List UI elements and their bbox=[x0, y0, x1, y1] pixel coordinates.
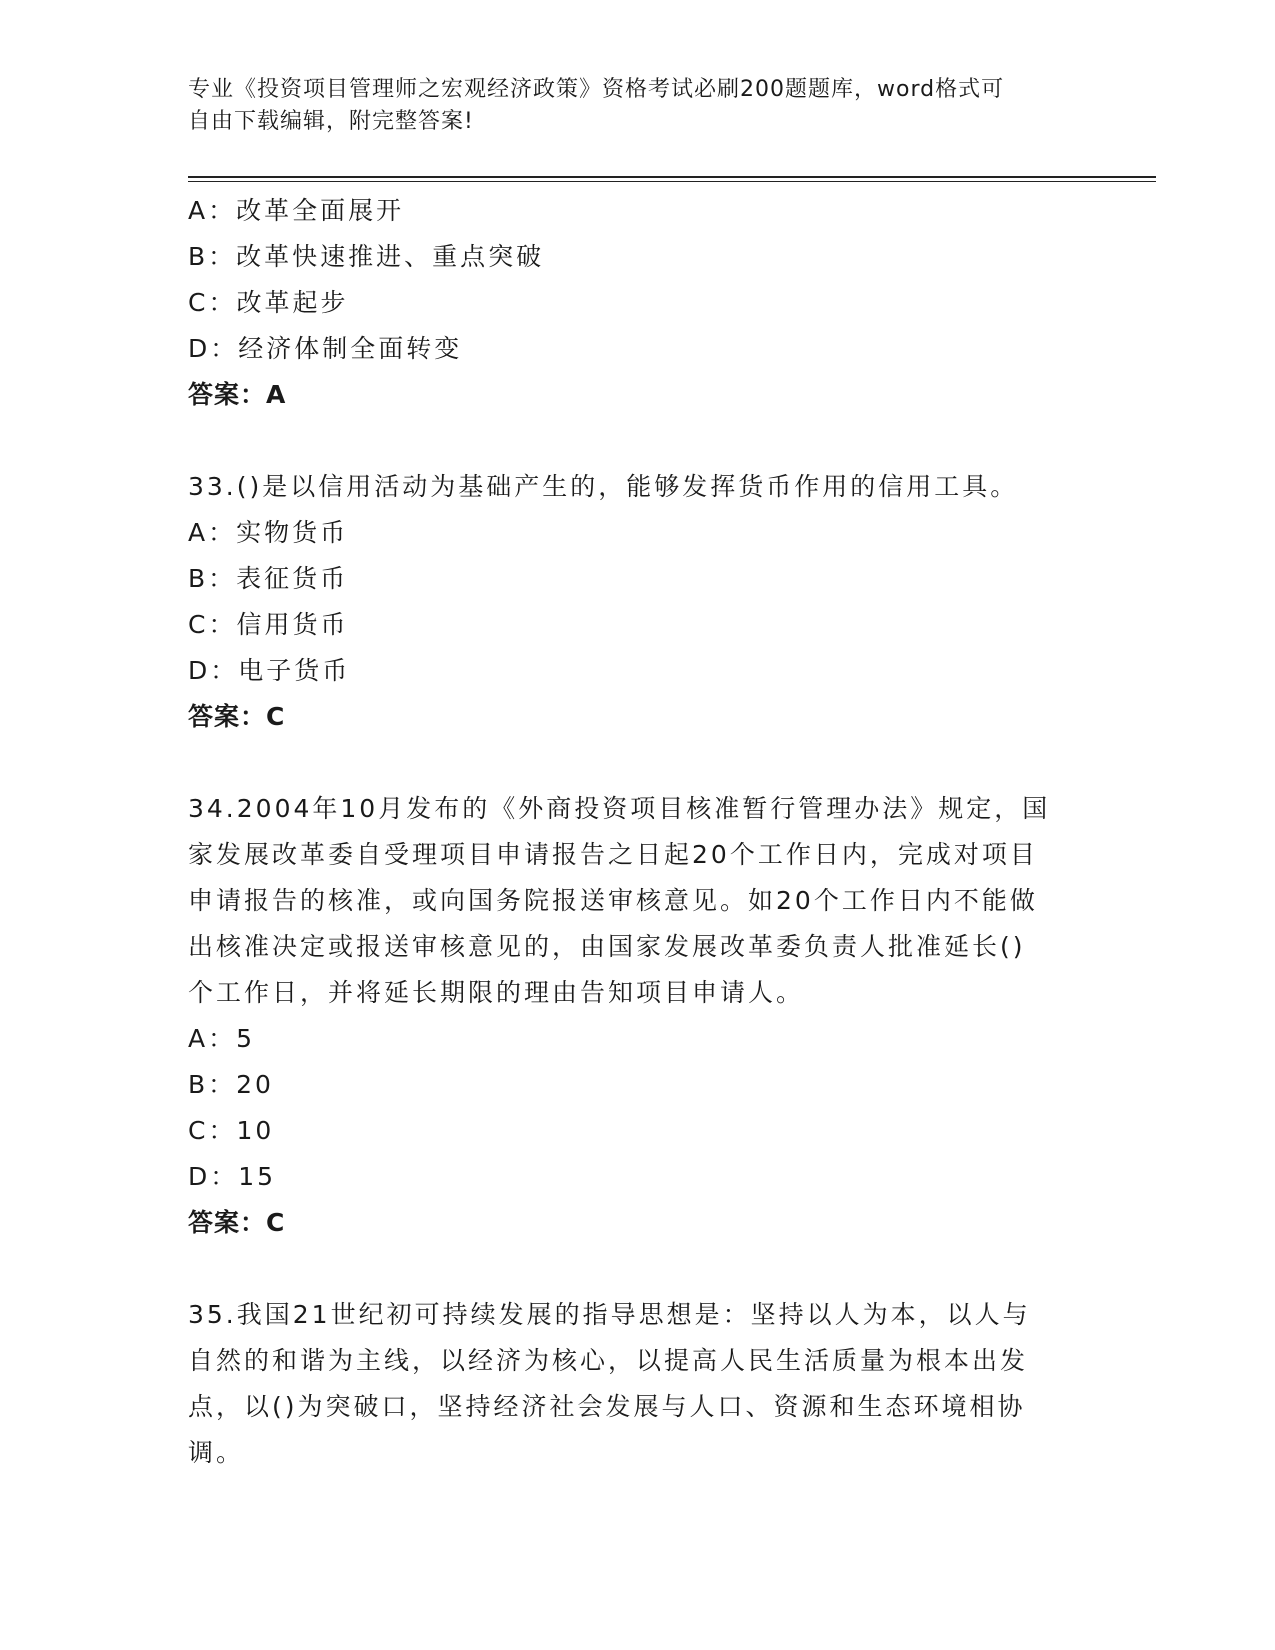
answer: 答案：A bbox=[188, 380, 287, 409]
option-b: B：改革快速推进、重点突破 bbox=[188, 242, 545, 271]
option-b: B：20 bbox=[188, 1070, 274, 1099]
option-c: C：信用货币 bbox=[188, 610, 349, 639]
option-d: D：15 bbox=[188, 1162, 277, 1191]
spacer bbox=[188, 418, 1088, 464]
option-c: C：10 bbox=[188, 1116, 275, 1145]
option-a: A：5 bbox=[188, 1024, 256, 1053]
answer: 答案：C bbox=[188, 1208, 286, 1237]
spacer bbox=[188, 1246, 1088, 1292]
question-text-line: 申请报告的核准，或向国务院报送审核意见。如20个工作日内不能做 bbox=[188, 886, 1038, 915]
question-text-line: 家发展改革委自受理项目申请报告之日起20个工作日内，完成对项目 bbox=[188, 840, 1038, 869]
question-text: 33.()是以信用活动为基础产生的，能够发挥货币作用的信用工具。 bbox=[188, 472, 1019, 501]
header-rule-thin bbox=[188, 181, 1156, 182]
answer: 答案：C bbox=[188, 702, 286, 731]
question-34 bbox=[188, 786, 1088, 1246]
spacer bbox=[188, 740, 1088, 786]
question-text-line: 出核准决定或报送审核意见的，由国家发展改革委负责人批准延长() bbox=[188, 932, 1026, 961]
question-text-line: 自然的和谐为主线，以经济为核心，以提高人民生活质量为根本出发 bbox=[188, 1346, 1029, 1375]
header-line-1: 专业《投资项目管理师之宏观经济政策》资格考试必刷200题题库，word格式可 bbox=[188, 77, 1005, 102]
option-a: A：实物货币 bbox=[188, 518, 349, 547]
question-32 bbox=[188, 188, 1088, 418]
option-d: D：电子货币 bbox=[188, 656, 351, 685]
header-rule-thick bbox=[188, 176, 1156, 178]
question-text-line: 调。 bbox=[188, 1438, 245, 1467]
question-list bbox=[188, 188, 1088, 1476]
option-a: A：改革全面展开 bbox=[188, 196, 405, 225]
question-text-line: 点，以()为突破口，坚持经济社会发展与人口、资源和生态环境相协 bbox=[188, 1392, 1026, 1421]
header-line-2: 自由下载编辑，附完整答案! bbox=[188, 109, 474, 134]
question-text-line: 35.我国21世纪初可持续发展的指导思想是：坚持以人为本，以人与 bbox=[188, 1300, 1031, 1329]
option-b: B：表征货币 bbox=[188, 564, 349, 593]
question-text-line: 个工作日，并将延长期限的理由告知项目申请人。 bbox=[188, 978, 805, 1007]
option-d: D：经济体制全面转变 bbox=[188, 334, 463, 363]
question-text-line: 34.2004年10月发布的《外商投资项目核准暂行管理办法》规定，国 bbox=[188, 794, 1051, 823]
question-33 bbox=[188, 464, 1088, 740]
option-c: C：改革起步 bbox=[188, 288, 349, 317]
document-header bbox=[188, 74, 1068, 138]
question-35 bbox=[188, 1292, 1088, 1476]
